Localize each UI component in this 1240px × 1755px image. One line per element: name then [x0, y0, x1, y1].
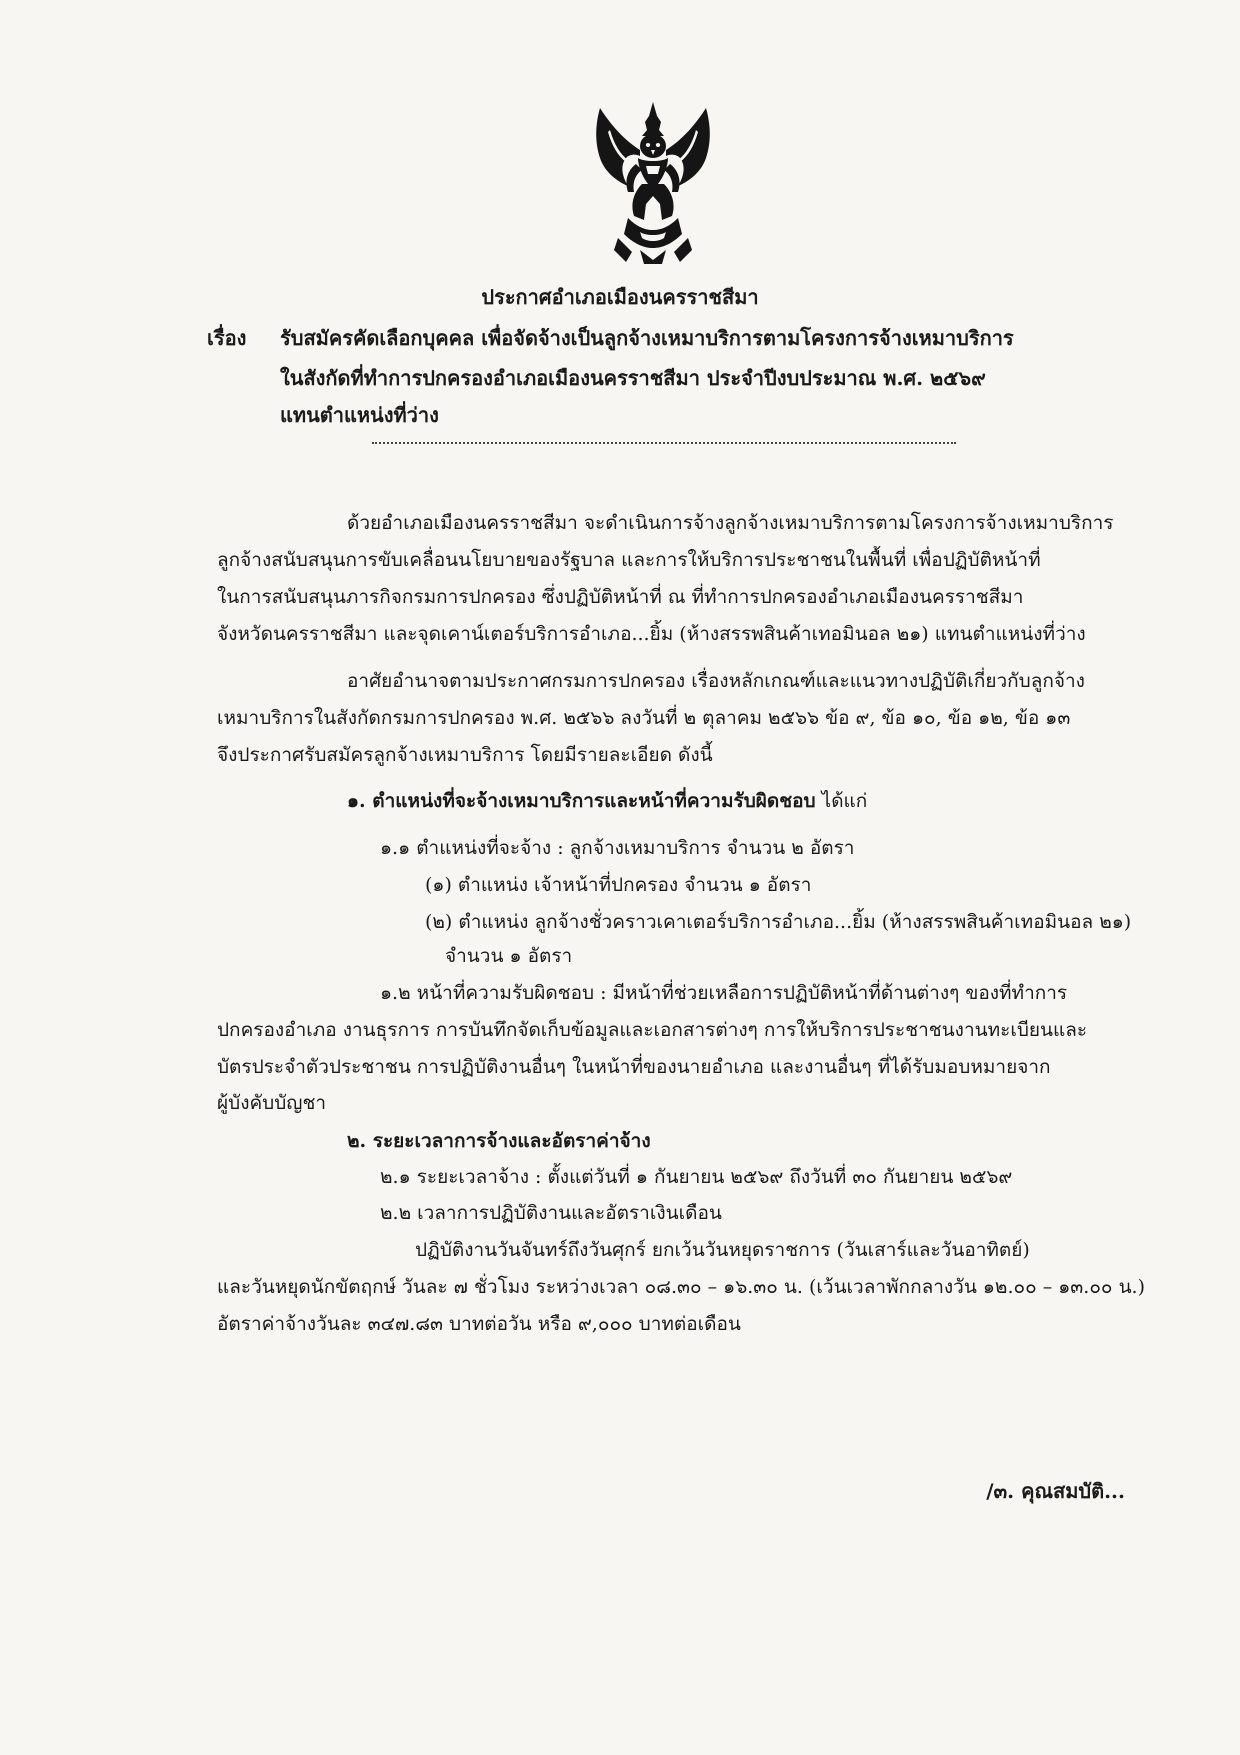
paragraph-line: เหมาบริการในสังกัดกรมการปกครอง พ.ศ. ๒๕๖๖ ลงวันที่ ๒ ตุลาคม ๒๕๖๖ ข้อ ๙, ข้อ ๑๐, ข้อ ๑๒, ข้อ ๑๓ [217, 707, 1071, 729]
paragraph-line: อาศัยอำนาจตามประกาศกรมการปกครอง เรื่องหลักเกณฑ์และแนวทางปฏิบัติเกี่ยวกับลูกจ้าง [347, 670, 1085, 692]
subsection-line: ๒.๑ ระยะเวลาจ้าง : ตั้งแต่วันที่ ๑ กันยายน ๒๕๖๙ ถึงวันที่ ๓๐ กันยายน ๒๕๖๙ [380, 1166, 1013, 1188]
dotted-divider [372, 442, 956, 444]
continuation-marker: /๓. คุณสมบัติ... [986, 1479, 1125, 1503]
subject-label: เรื่อง [207, 326, 247, 350]
paragraph-line: ปฏิบัติงานวันจันทร์ถึงวันศุกร์ ยกเว้นวันหยุดราชการ (วันเสาร์และวันอาทิตย์) [415, 1239, 1030, 1261]
garuda-emblem-icon [588, 100, 718, 265]
list-item: จำนวน ๑ อัตรา [445, 945, 573, 967]
subsection-line: ๑.๑ ตำแหน่งที่จะจ้าง : ลูกจ้างเหมาบริการ จำนวน ๒ อัตรา [380, 837, 855, 859]
document-title: ประกาศอำเภอเมืองนครราชสีมา [481, 285, 759, 309]
paragraph-line: จึงประกาศรับสมัครลูกจ้างเหมาบริการ โดยมีรายละเอียด ดังนี้ [217, 744, 713, 766]
paragraph-line: บัตรประจำตัวประชาชน การปฏิบัติงานอื่นๆ ในหน้าที่ของนายอำเภอ และงานอื่นๆ ที่ได้รับมอบหมายจาก [217, 1056, 1051, 1078]
subject-line: รับสมัครคัดเลือกบุคคล เพื่อจัดจ้างเป็นลูกจ้างเหมาบริการตามโครงการจ้างเหมาบริการ [280, 326, 1014, 350]
paragraph-line: อัตราค่าจ้างวันละ ๓๔๗.๘๓ บาทต่อวัน หรือ ๙,๐๐๐ บาทต่อเดือน [217, 1313, 741, 1335]
paragraph-line: ๑.๒ หน้าที่ความรับผิดชอบ : มีหน้าที่ช่วยเหลือการปฏิบัติหน้าที่ด้านต่างๆ ของที่ทำการ [380, 982, 1068, 1004]
paragraph-line: ด้วยอำเภอเมืองนครราชสีมา จะดำเนินการจ้างลูกจ้างเหมาบริการตามโครงการจ้างเหมาบริการ [347, 512, 1114, 534]
subsection-line: ๒.๒ เวลาการปฏิบัติงานและอัตราเงินเดือน [380, 1202, 722, 1224]
paragraph-line: ลูกจ้างสนับสนุนการขับเคลื่อนนโยบายของรัฐบาล และการให้บริการประชาชนในพื้นที่ เพื่อปฏิบัติหน้าที่ [217, 549, 1041, 571]
section-heading: ๑. ตำแหน่งที่จะจ้างเหมาบริการและหน้าที่ความรับผิดชอบ ได้แก่ [347, 790, 868, 812]
paragraph-line: ในการสนับสนุนภารกิจกรมการปกครอง ซึ่งปฏิบัติหน้าที่ ณ ที่ทำการปกครองอำเภอเมืองนครราชสีมา [217, 586, 1024, 608]
subject-line: ในสังกัดที่ทำการปกครองอำเภอเมืองนครราชสีมา ประจำปีงบประมาณ พ.ศ. ๒๕๖๙ [280, 366, 986, 390]
list-item: (๑) ตำแหน่ง เจ้าหน้าที่ปกครอง จำนวน ๑ อัตรา [425, 874, 812, 896]
section-heading: ๒. ระยะเวลาการจ้างและอัตราค่าจ้าง [347, 1130, 651, 1152]
list-item: (๒) ตำแหน่ง ลูกจ้างชั่วคราวเคาเตอร์บริการอำเภอ...ยิ้ม (ห้างสรรพสินค้าเทอมินอล ๒๑) [425, 911, 1132, 933]
subject-line: แทนตำแหน่งที่ว่าง [280, 403, 439, 427]
paragraph-line: จังหวัดนครราชสีมา และจุดเคาน์เตอร์บริการอำเภอ...ยิ้ม (ห้างสรรพสินค้าเทอมินอล ๒๑) แทนตำแหน่งที่ว่าง [217, 623, 1086, 645]
paragraph-line: ปกครองอำเภอ งานธุรการ การบันทึกจัดเก็บข้อมูลและเอกสารต่างๆ การให้บริการประชาชนงานทะเบียนและ [217, 1019, 1088, 1041]
paragraph-line: ผู้บังคับบัญชา [217, 1092, 327, 1114]
paragraph-line: และวันหยุดนักขัตฤกษ์ วันละ ๗ ชั่วโมง ระหว่างเวลา ๐๘.๓๐ – ๑๖.๓๐ น. (เว้นเวลาพักกลางวัน ๑๒.๐๐ – ๑๓.๐๐ น.) [217, 1276, 1146, 1298]
